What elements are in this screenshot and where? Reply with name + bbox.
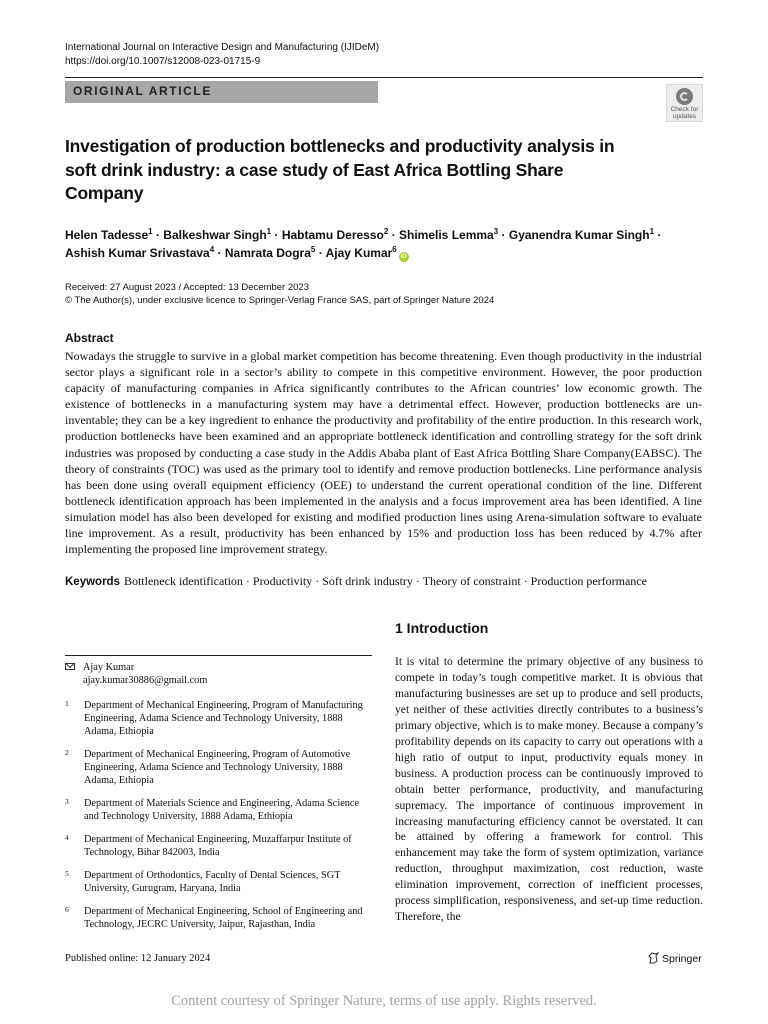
author-name: Ajay Kumar xyxy=(325,246,393,260)
mail-icon xyxy=(65,663,75,670)
author-affiliation-number: 6 xyxy=(392,245,397,254)
check-for-updates-badge[interactable] xyxy=(666,84,703,122)
affiliation-number: 4 xyxy=(65,833,69,842)
corresponding-author-name: Ajay Kumar xyxy=(83,662,135,673)
author-separator: · xyxy=(155,228,160,242)
footnote-rule xyxy=(65,655,372,656)
author-separator: · xyxy=(217,246,222,260)
affiliation-number: 2 xyxy=(65,748,69,757)
paper-title: Investigation of production bottlenecks and productivity analysis in soft drink industry: a case study of East Africa Bottling Share Company xyxy=(65,136,615,203)
author-separator: · xyxy=(657,228,662,242)
author-name: Ashish Kumar Srivastava xyxy=(65,246,210,260)
author-name: Shimelis Lemma xyxy=(399,228,494,242)
springer-horse-icon xyxy=(648,952,659,964)
author xyxy=(509,228,654,242)
affiliation-number: 1 xyxy=(65,699,69,708)
affiliation-item xyxy=(65,797,370,823)
header-rule xyxy=(65,77,703,78)
affiliation-item xyxy=(65,905,370,931)
corresponding-author-email[interactable]: ajay.kumar30886@gmail.com xyxy=(83,675,208,686)
author-affiliation-number: 5 xyxy=(310,245,316,254)
author-affiliation-number: 1 xyxy=(649,227,655,236)
author-name: Habtamu Deresso xyxy=(281,228,384,242)
introduction-heading: 1 Introduction xyxy=(395,620,489,636)
author xyxy=(163,228,271,242)
affiliation-text: Department of Mechanical Engineering, Muzaffarpur Institute of Technology, Bihar 842003, India xyxy=(84,834,352,858)
author-name: Helen Tadesse xyxy=(65,228,149,242)
abstract-heading: Abstract xyxy=(65,331,114,345)
affiliation-item xyxy=(65,833,370,859)
author-separator: · xyxy=(318,246,323,260)
author-affiliation-number: 4 xyxy=(209,245,215,254)
author-separator: · xyxy=(391,228,396,242)
author xyxy=(326,246,409,260)
affiliation-item xyxy=(65,869,370,895)
author-affiliation-number: 3 xyxy=(493,227,499,236)
author-affiliation-number: 1 xyxy=(266,227,272,236)
received-accepted-dates: Received: 27 August 2023 / Accepted: 13 December 2023 xyxy=(65,282,309,293)
author-affiliation-number: 2 xyxy=(383,227,389,236)
publisher-logo xyxy=(648,952,702,965)
affiliation-item xyxy=(65,699,370,738)
affiliation-number: 6 xyxy=(65,905,69,914)
copyright-notice: © The Author(s), under exclusive licence to Springer-Verlag France SAS, part of Springer Nature 2024 xyxy=(65,295,495,306)
author-name: Namrata Dogra xyxy=(224,246,311,260)
published-date: Published online: 12 January 2024 xyxy=(65,953,211,964)
affiliation-text: Department of Mechanical Engineering, Program of Manufacturing Engineering, Adama Science and Technology University, 1888 Adama, Ethiopia xyxy=(84,700,363,737)
author xyxy=(65,228,153,242)
author xyxy=(65,246,214,260)
affiliation-item xyxy=(65,748,370,787)
author xyxy=(225,246,315,260)
affiliation-text: Department of Mechanical Engineering, Program of Automotive Engineering, Adama Science and Technology University, 1888 Adama, Ethiopia xyxy=(84,749,351,786)
check-updates-text: Check for updates xyxy=(670,106,699,120)
affiliation-text: Department of Orthodontics, Faculty of Dental Sciences, SGT University, Gurugram, Haryana, India xyxy=(84,870,341,894)
affiliation-list xyxy=(65,699,370,941)
affiliation-text: Department of Mechanical Engineering, School of Engineering and Technology, JECRC University, Jaipur, Rajasthan, India xyxy=(84,906,363,930)
author-name: Balkeshwar Singh xyxy=(163,228,267,242)
introduction-text: It is vital to determine the primary objective of any business to compete in today’s tough competitive market. It is obvious that manufacturing businesses are set up to produce and sell products, yet neither of these activities directly contributes to a business’s primary objective, which is to make money. Because a company’s profitability depends on its capacity to carry out operations with a high ratio of output to input, productivity equals money in business. A production process can be continuously improved to obtain better performance, productivity, and manufacturing supremacy. The importance of continuous improvement in increasing manufacturing efficiency cannot be overstated. It can be attained by offering a framework for control. This enhancement may take the form of system optimization, variance reduction, throughput maximization, cost reduction, waste elimination improvement, correction of inefficient processes, process simplification, responsiveness, and set-up time reduction. Therefore, the xyxy=(395,655,703,924)
author-separator: · xyxy=(501,228,506,242)
author-separator: · xyxy=(274,228,279,242)
author xyxy=(282,228,389,242)
keywords-text: Bottleneck identification · Productivity · Soft drink industry · Theory of constraint · Production performance xyxy=(123,574,647,588)
affiliation-number: 5 xyxy=(65,869,69,878)
author-affiliation-number: 1 xyxy=(148,227,153,236)
keywords-label: Keywords xyxy=(65,576,120,588)
courtesy-notice: Content courtesy of Springer Nature, terms of use apply. Rights reserved. xyxy=(171,993,597,1009)
orcid-icon[interactable]: iD xyxy=(400,254,407,260)
affiliation-text: Department of Materials Science and Engineering, Adama Science and Technology University, 1888 Adama, Ethiopia xyxy=(84,798,360,822)
article-type-label: ORIGINAL ARTICLE xyxy=(73,84,212,98)
author-name: Gyanendra Kumar Singh xyxy=(508,228,650,242)
abstract-text: Nowadays the struggle to survive in a global market competition has become threatening. Even though productivity in the industrial sector plays a significant role in a sector’s ability to compete in this competitive environment. However, the poor production capacity of manufacturing companies in Africa significantly contributes to the African countries’ low economic growth. The existence of bottlenecks in a manufacturing system may have a detrimental effect. However, production bottlenecks are un-inventable; they can be a key ingredient to enhance the productivity and profitability of the entire production. In this research work, production bottlenecks have been examined and an appropriate bottleneck identification and controlling strategy for the soft drink industries was proposed by conducting a case study in the Addis Ababa plant of East Africa Bottling Share Company(EABSC). The theory of constraints (TOC) was used as the primary tool to identify and remove production bottlenecks. Line performance analysis has been done using overall equipment efficiency (OEE) to understand the current operational condition of the line. Different bottleneck identification approach has been implemented in the analysis and a focus improvement area has been identified. A line simulation model has also been developed for existing and modified production lines using Arena-simulation software to evaluate line improvement. As a result, productivity has been enhanced by 15% and production loss has been reduced by 4.7% after implementing the proposed line improvement strategy. xyxy=(65,349,702,557)
author-list xyxy=(65,226,705,262)
check-updates-icon xyxy=(676,88,693,105)
keywords-line xyxy=(65,574,705,590)
author xyxy=(399,228,498,242)
journal-name: International Journal on Interactive Design and Manufacturing (IJIDeM) xyxy=(65,42,380,53)
article-type-band xyxy=(65,81,378,103)
doi-link[interactable]: https://doi.org/10.1007/s12008-023-01715-9 xyxy=(65,56,261,67)
affiliation-number: 3 xyxy=(65,797,69,806)
publisher-name: Springer xyxy=(662,953,702,965)
